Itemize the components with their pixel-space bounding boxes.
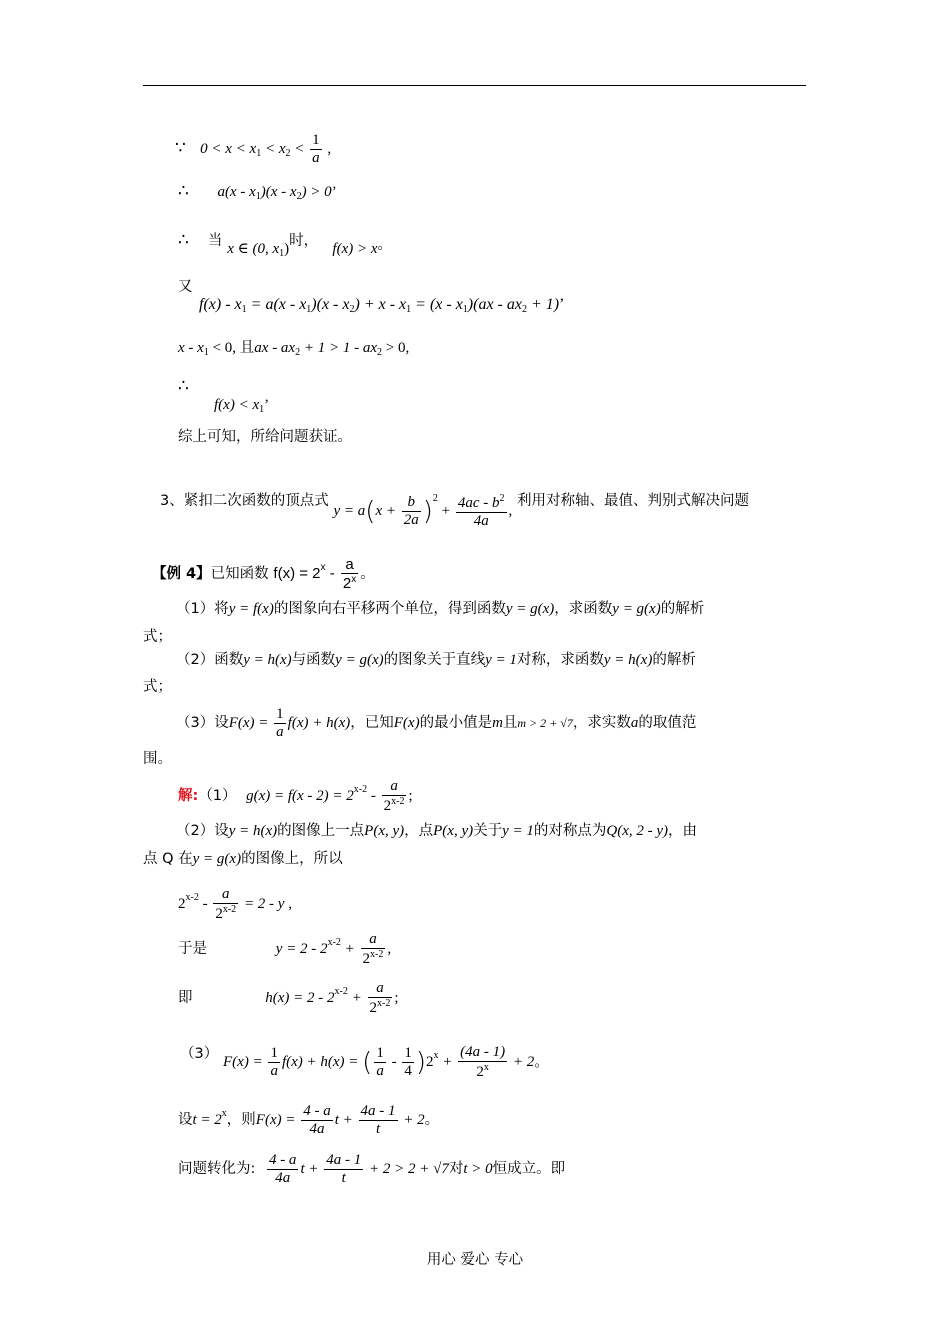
equation-yushi: 于是 $y = 2 - 2^{x-2}$ + $\frac{a}{2^{x-2}}$ ,	[178, 931, 392, 968]
example-4-statement: 【例 4】已知函数 $f(x) = 2^x$ - $\frac{a}{2^x}$ 。	[152, 556, 375, 593]
line-therefore-3: ∴ $f(x) < x_1$’	[178, 376, 270, 415]
math-inequality: $0 < x < x_1 < x_2$ < $\frac{1}{a}$ ,	[200, 132, 332, 167]
equation-hx: 即 $h(x) = 2 - 2^{x-2}$ + $\frac{a}{2^{x-2}}$ ;	[178, 980, 399, 1017]
fraction: $\frac{1}{a}$	[312, 132, 320, 167]
substitution: 设$t = 2^x$，则F(x) = $\frac{4 - a}{4a}$ t + $\frac{4a - 1}{t}$ + 2。	[178, 1103, 440, 1138]
part-1-question: （1）将y = f(x)的图象向右平移两个单位，得到函数y = g(x)，求函数y = g(x)的解析	[176, 601, 705, 617]
line-condition	[178, 340, 409, 358]
problem-transform: 问题转化为: $\frac{4 - a}{4a}$ t + $\frac{4a - 1}{t}$ + 2 > 2 + √7对t > 0恒成立。即	[178, 1152, 566, 1187]
equation-Fx: （3） F(x) = $\frac{1}{a}$ f(x) + h(x) = ( $\frac{1}{a}$ - $\frac{1}{4}$ )$2^x$ + $\frac{(4a - 1)}{2^x}$ + 2。	[180, 1044, 550, 1081]
page-footer: 用心 爱心 专心	[426, 1252, 524, 1268]
math-fx-lt-x1: $f(x) < x_1$’	[214, 397, 270, 415]
solution-part-2: （2）设y = h(x)的图像上一点P(x, y)，点P(x, y)关于y = 1的对称点为Q(x, 2 - y)，由	[176, 823, 698, 839]
math-identity: $f(x) - x_1 = a(x - x_1)(x - x_2) + x - x_1 = (x - x_1)(ax - ax_2 + 1)$’	[199, 295, 565, 315]
line-because: ∵ $0 < x < x_1 < x_2$ < $\frac{1}{a}$ ,	[175, 132, 332, 167]
solution-label: 解:	[178, 788, 199, 805]
conclusion: 综上可知，所给问题获证。	[178, 429, 352, 445]
math-product: $a(x - x_1)(x - x_2) > 0$’	[217, 184, 337, 202]
part-1-question-cont: 式；	[143, 629, 172, 645]
math-gx: $g(x) = f(x - 2) = 2^{x-2}$ - $\frac{a}{2^{x-2}}$ ;	[246, 778, 413, 815]
header-rule	[143, 85, 806, 86]
math-fx-def: $f(x) = 2^x$ - $\frac{a}{2^x}$	[273, 556, 357, 593]
part-2-question-cont: 式；	[143, 679, 172, 695]
section-3-heading: 3、紧扣二次函数的顶点式 y = a(x + $\frac{b}{2a}$ )$^2$ + $\frac{4ac - b^2}{4a}$ , 利用对称轴、最值、判别式解决问题	[160, 493, 750, 530]
math-vertex-form: y = a(x + $\frac{b}{2a}$ )$^2$ + $\frac{4ac - b^2}{4a}$ ,	[333, 493, 513, 530]
math-interval: x ∈ (0, $x_1$)	[227, 241, 290, 259]
part-3-question-cont: 围。	[143, 751, 172, 767]
line-you: 又 $f(x) - x_1 = a(x - x_1)(x - x_2) + x - x_1 = (x - x_1)(ax - ax_2 + 1)$’	[178, 279, 565, 315]
line-therefore-2: ∴ 当 x ∈ (0, $x_1$)时， f(x) > x。	[178, 230, 393, 259]
equation-symmetric: 2$^{x-2}$ - $\frac{a}{2^{x-2}}$ = 2 - y ,	[178, 886, 292, 923]
math-fx-gt-x: f(x) > x	[332, 241, 378, 257]
part-3-question: （3）设F(x) = $\frac{1}{a}$ f(x) + h(x)，已知F(x)的最小值是m且m > 2 + √7，求实数a的取值范	[176, 706, 697, 741]
part-2-question: （2）函数y = h(x)与函数y = g(x)的图象关于直线y = 1对称，求函数y = h(x)的解析	[176, 652, 696, 668]
math-condition: $x - x_1 < 0$, 且ax - $ax_2 + 1 > 1 - ax_2 > 0$,	[178, 340, 410, 358]
solution-part-2-cont: 点 Q 在y = g(x)的图像上，所以	[143, 851, 343, 867]
line-therefore-1: ∴ $a(x - x_1)(x - x_2) > 0$’	[178, 181, 337, 202]
solution-part-1: 解:（1） $g(x) = f(x - 2) = 2^{x-2}$ - $\frac{a}{2^{x-2}}$ ;	[178, 778, 413, 815]
